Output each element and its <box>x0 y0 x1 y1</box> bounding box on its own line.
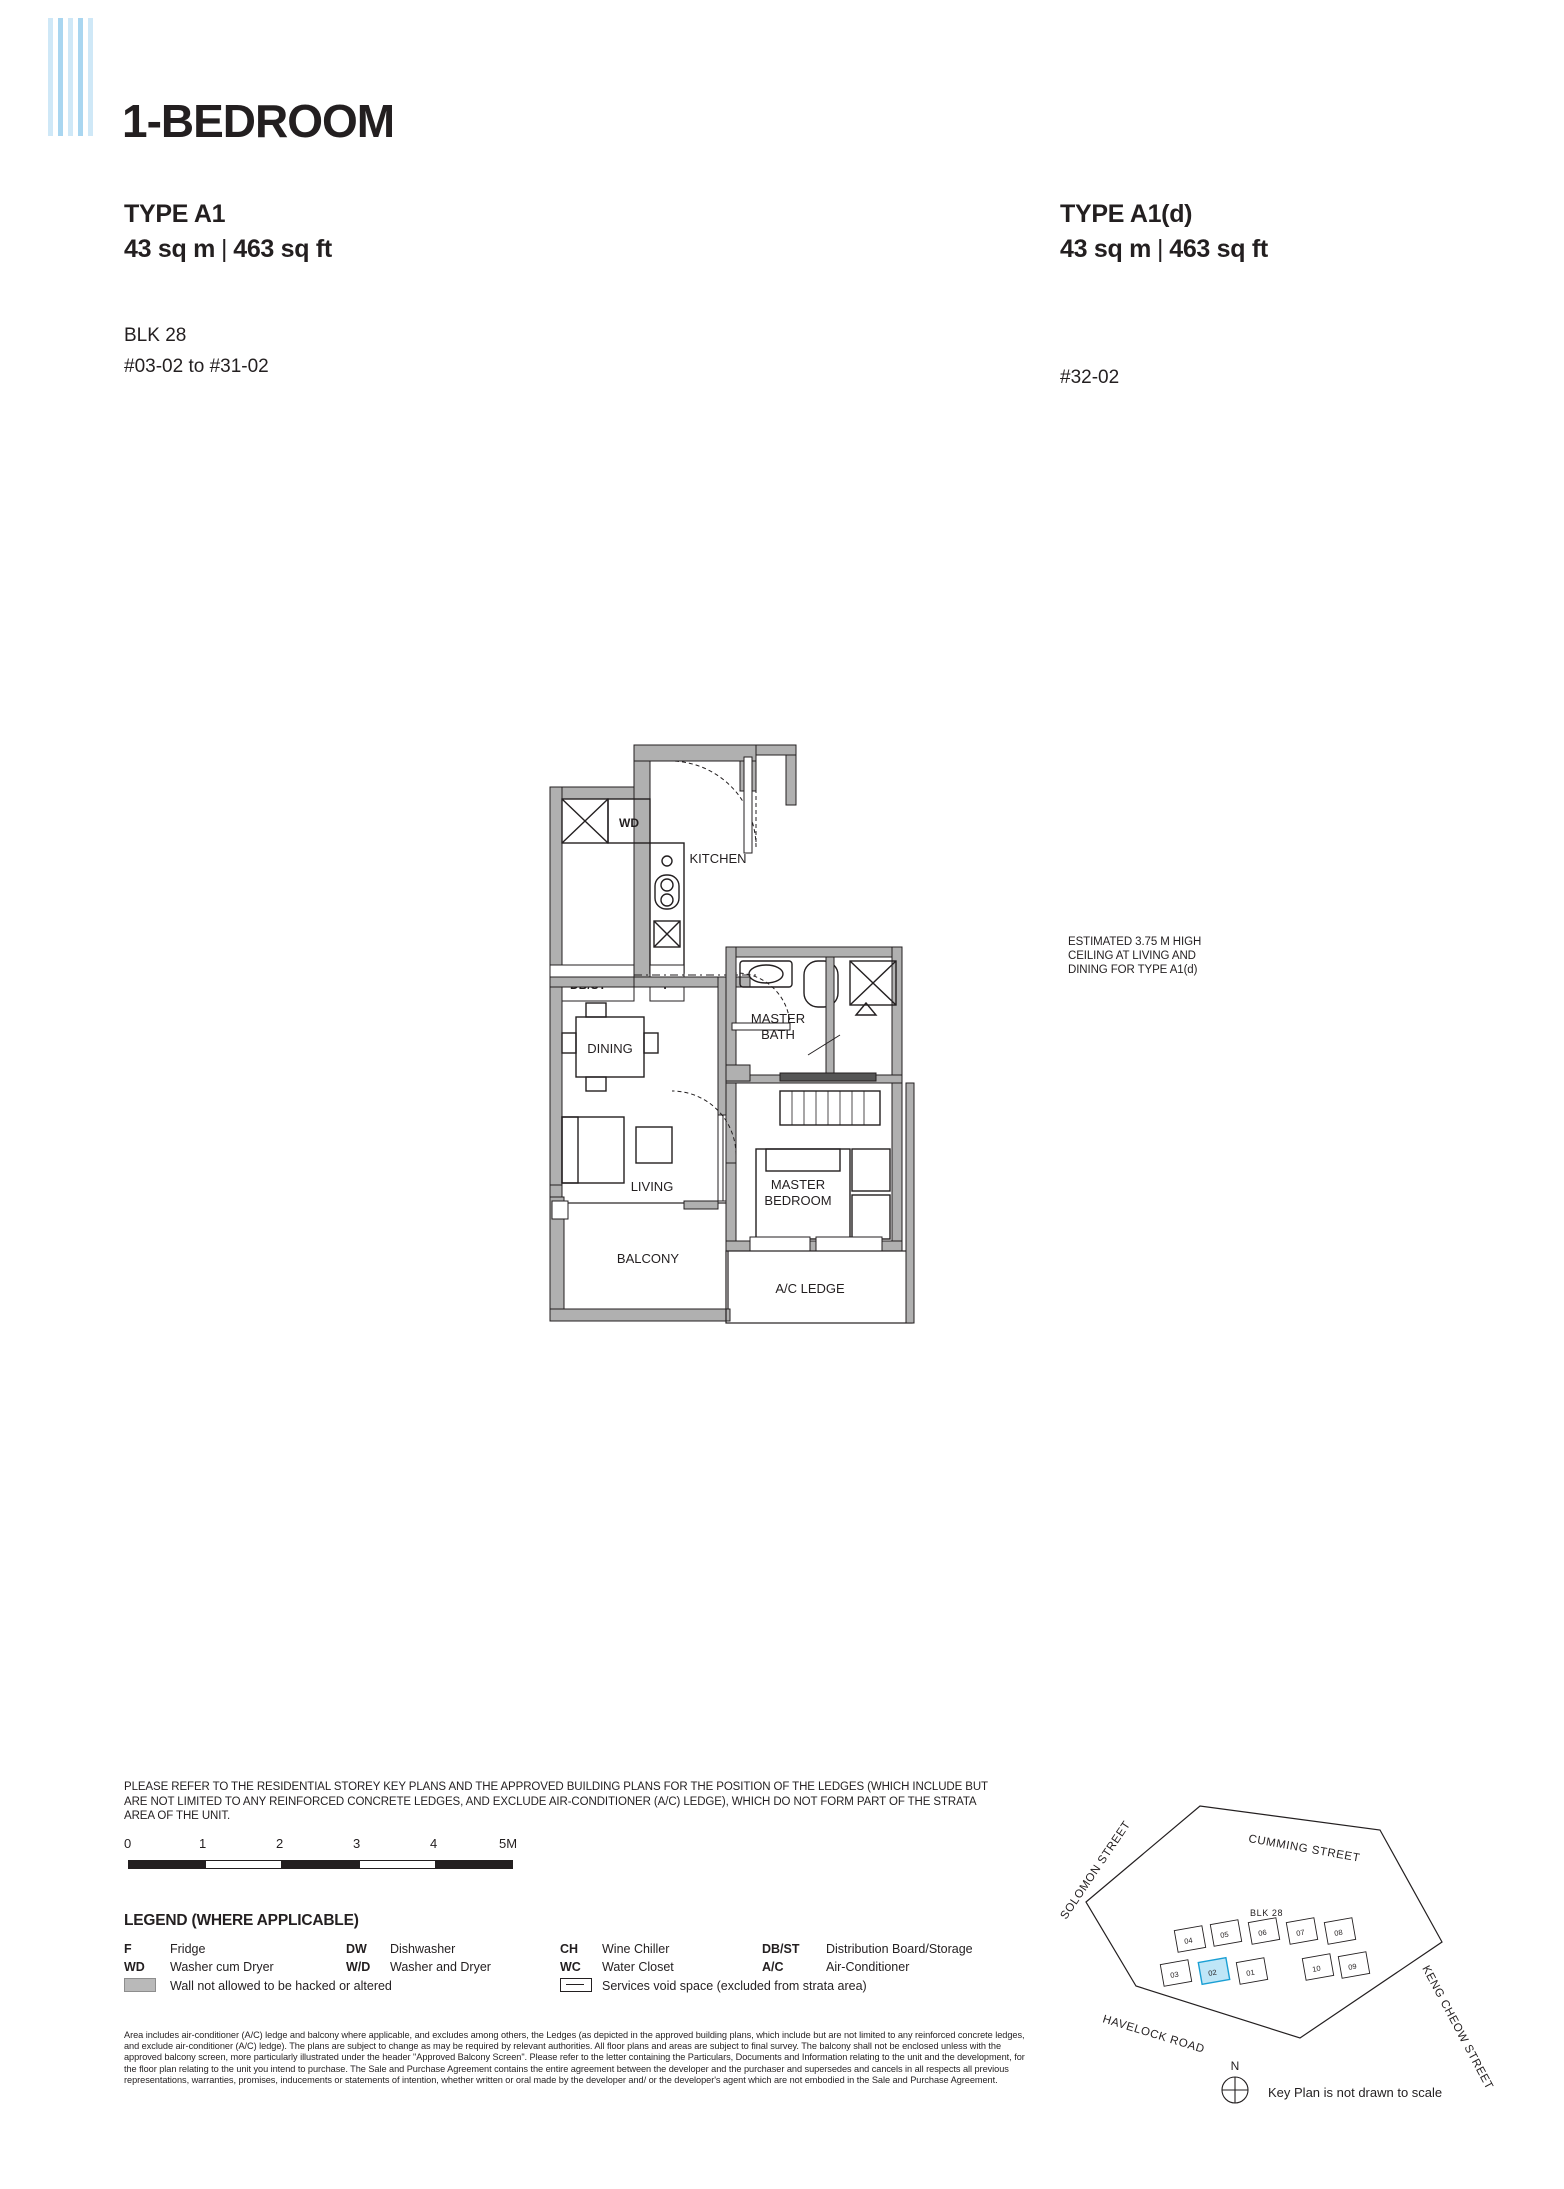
keyplan-block <box>1302 1954 1333 1981</box>
keyplan-block-highlight <box>1198 1958 1229 1985</box>
svg-text:07: 07 <box>1295 1927 1306 1938</box>
legend-value-w-d: Washer and Dryer <box>390 1960 491 1974</box>
svg-text:09: 09 <box>1347 1961 1358 1972</box>
svg-text:04: 04 <box>1183 1935 1194 1946</box>
unit-left-blk: BLK 28 <box>124 325 187 346</box>
ceiling-callout-line-3: DINING FOR TYPE A1(d) <box>1068 964 1198 976</box>
keyplan-block <box>1236 1958 1267 1985</box>
unit-right-units: #32-02 <box>1060 367 1120 388</box>
scale-tick-3: 3 <box>353 1836 361 1851</box>
unit-left-units: #03-02 to #31-02 <box>124 356 269 377</box>
legend-value-wall: Wall not allowed to be hacked or altered <box>170 1978 392 1993</box>
legend-value-wd: Washer cum Dryer <box>170 1960 274 1974</box>
legend-key-f: F <box>124 1942 132 1956</box>
ledge-note: PLEASE REFER TO THE RESIDENTIAL STOREY KEY PLANS AND THE APPROVED BUILDING PLANS FOR THE POSITION OF THE LEDGES (WHICH INCLUDE BUT ARE NOT LIMITED TO ANY REINFORCED CONCRETE LEDGES, AND EXCLUDE AIR-CONDITIONER (A/C) LEDGE), WHICH DO NOT FORM PART OF THE STRATA AREA OF THE UNIT. <box>124 1781 988 1822</box>
legend-key-wc: WC <box>560 1960 581 1974</box>
unit-type-left-name: TYPE A1 <box>124 200 226 228</box>
legend-key-dbst: DB/ST <box>762 1942 800 1956</box>
legend-row <box>124 1976 973 1995</box>
keyplan-block <box>1286 1918 1317 1945</box>
legend-key-wd: WD <box>124 1960 145 1974</box>
unit-type-left-separator: | <box>221 235 228 263</box>
plan-room-master-bedroom-line2: BEDROOM <box>764 1193 832 1208</box>
plan-room-master-bath-line1: MASTER <box>750 1011 806 1026</box>
svg-text:06: 06 <box>1257 1927 1268 1938</box>
unit-left-location <box>124 320 269 382</box>
unit-right-location <box>1060 362 1119 393</box>
ceiling-callout-line-2: CEILING AT LIVING AND <box>1068 950 1196 962</box>
keyplan-highlight-label: 02 <box>1207 1967 1218 1978</box>
legend-swatch-void-icon <box>560 1976 602 1995</box>
scale-tick-4: 4 <box>430 1836 438 1851</box>
scale-tick-5: 5M <box>499 1836 518 1851</box>
keyplan-block <box>1324 1918 1355 1945</box>
disclaimer-text: Area includes air-conditioner (A/C) ledge and balcony where applicable, and excludes among others, the Ledges (as depicted in the approved building plans, which include but are not limited to any reinforced concrete ledges, and exclude air-conditioner (A/C) ledge). The plans are subject to change as may be required by relevant authorities. All floor plans and areas are subject to final survey. The balcony shall not be enclosed unless with the approved balcony screen, more particularly illustrated under the header "Approved Balcony Screen". Please refer to the letter containing the Particulars, Documents and Information relating to the unit and the development, for the floor plan relating to the unit you intend to purchase. The Sale and Purchase Agreement contains the entire agreement between the developer and the purchaser and supersedes and cancels in all respects all previous representations, warranties, promises, inducements or statements of intention, whether written or oral made by the developer and/ or the developer's agent which are not embodied in the Sale and Purchase Agreement. <box>124 2030 1025 2085</box>
plan-room-living: LIVING <box>630 1179 674 1194</box>
plan-room-kitchen: KITCHEN <box>689 851 747 866</box>
legend <box>124 1912 1024 1995</box>
unit-type-left <box>124 200 332 264</box>
plan-room-dining: DINING <box>587 1041 633 1056</box>
scale-tick-2: 2 <box>276 1836 284 1851</box>
legend-value-wc: Water Closet <box>602 1960 674 1974</box>
plan-room-master-bedroom-line1: MASTER <box>770 1177 826 1192</box>
legend-key-dw: DW <box>346 1942 367 1956</box>
plan-room-master-bath-line2: BATH <box>761 1027 795 1042</box>
legend-key-ch: CH <box>560 1942 579 1956</box>
unit-type-right <box>1060 200 1268 264</box>
keyplan-block <box>1210 1920 1241 1947</box>
scale-bar <box>124 1836 534 1882</box>
page-title: 1-BEDROOM <box>122 95 395 147</box>
ceiling-callout <box>1068 935 1201 977</box>
key-plan <box>1050 1770 1510 2120</box>
keyplan-street-havelock: HAVELOCK ROAD <box>1101 2013 1206 2056</box>
floor-plan-drawing <box>540 735 1060 1515</box>
scale-bar-graphic <box>128 1860 513 1869</box>
unit-type-left-sqft: 463 sq ft <box>233 235 332 263</box>
legend-row <box>124 1940 973 1958</box>
keyplan-block <box>1248 1918 1279 1945</box>
legend-swatch-wall-icon <box>124 1976 170 1995</box>
keyplan-street-solomon: SOLOMON STREET <box>1058 1819 1134 1922</box>
keyplan-street-cumming: CUMMING STREET <box>1247 1833 1362 1865</box>
keyplan-street-keng-cheow: KENG CHEOW STREET <box>1419 1963 1496 2092</box>
plan-room-ac-ledge: A/C LEDGE <box>775 1281 845 1296</box>
svg-text:N: N <box>1230 2060 1240 2073</box>
keyplan-block <box>1174 1926 1205 1953</box>
svg-text:01: 01 <box>1245 1967 1256 1978</box>
unit-type-right-sqft: 463 sq ft <box>1169 235 1268 263</box>
unit-type-right-area <box>1060 235 1268 264</box>
legend-value-void: Services void space (excluded from strata area) <box>602 1978 867 1993</box>
scale-tick-0: 0 <box>124 1836 132 1851</box>
legend-value-ch: Wine Chiller <box>602 1942 670 1956</box>
plan-tag-wd: WD <box>619 816 639 830</box>
unit-type-right-name: TYPE A1(d) <box>1060 200 1193 228</box>
legend-value-dw: Dishwasher <box>390 1942 456 1956</box>
svg-text:10: 10 <box>1311 1963 1322 1974</box>
legend-row <box>124 1958 973 1976</box>
legend-key-w-d: W/D <box>346 1960 371 1974</box>
svg-text:08: 08 <box>1333 1927 1344 1938</box>
keyplan-blk-label: BLK 28 <box>1250 1908 1284 1918</box>
legend-value-ac: Air-Conditioner <box>826 1960 910 1974</box>
ceiling-callout-line-1: ESTIMATED 3.75 M HIGH <box>1068 936 1202 948</box>
unit-type-right-sqm: 43 sq m <box>1060 235 1152 263</box>
unit-type-left-area <box>124 235 332 264</box>
keyplan-note: Key Plan is not drawn to scale <box>1268 2085 1443 2100</box>
compass-icon <box>1210 2060 1260 2110</box>
legend-key-ac: A/C <box>762 1960 784 1974</box>
plan-room-balcony: BALCONY <box>616 1251 680 1266</box>
unit-type-right-separator: | <box>1157 235 1164 263</box>
brand-bars-icon <box>48 18 94 136</box>
legend-table <box>124 1940 973 1995</box>
svg-text:03: 03 <box>1169 1969 1180 1980</box>
keyplan-block <box>1160 1960 1191 1987</box>
legend-value-dbst: Distribution Board/Storage <box>826 1942 973 1956</box>
svg-text:05: 05 <box>1219 1929 1230 1940</box>
unit-type-left-sqm: 43 sq m <box>124 235 216 263</box>
keyplan-block <box>1338 1952 1369 1979</box>
legend-value-f: Fridge <box>170 1942 206 1956</box>
legend-title: LEGEND (WHERE APPLICABLE) <box>124 1912 359 1929</box>
scale-tick-1: 1 <box>199 1836 207 1851</box>
